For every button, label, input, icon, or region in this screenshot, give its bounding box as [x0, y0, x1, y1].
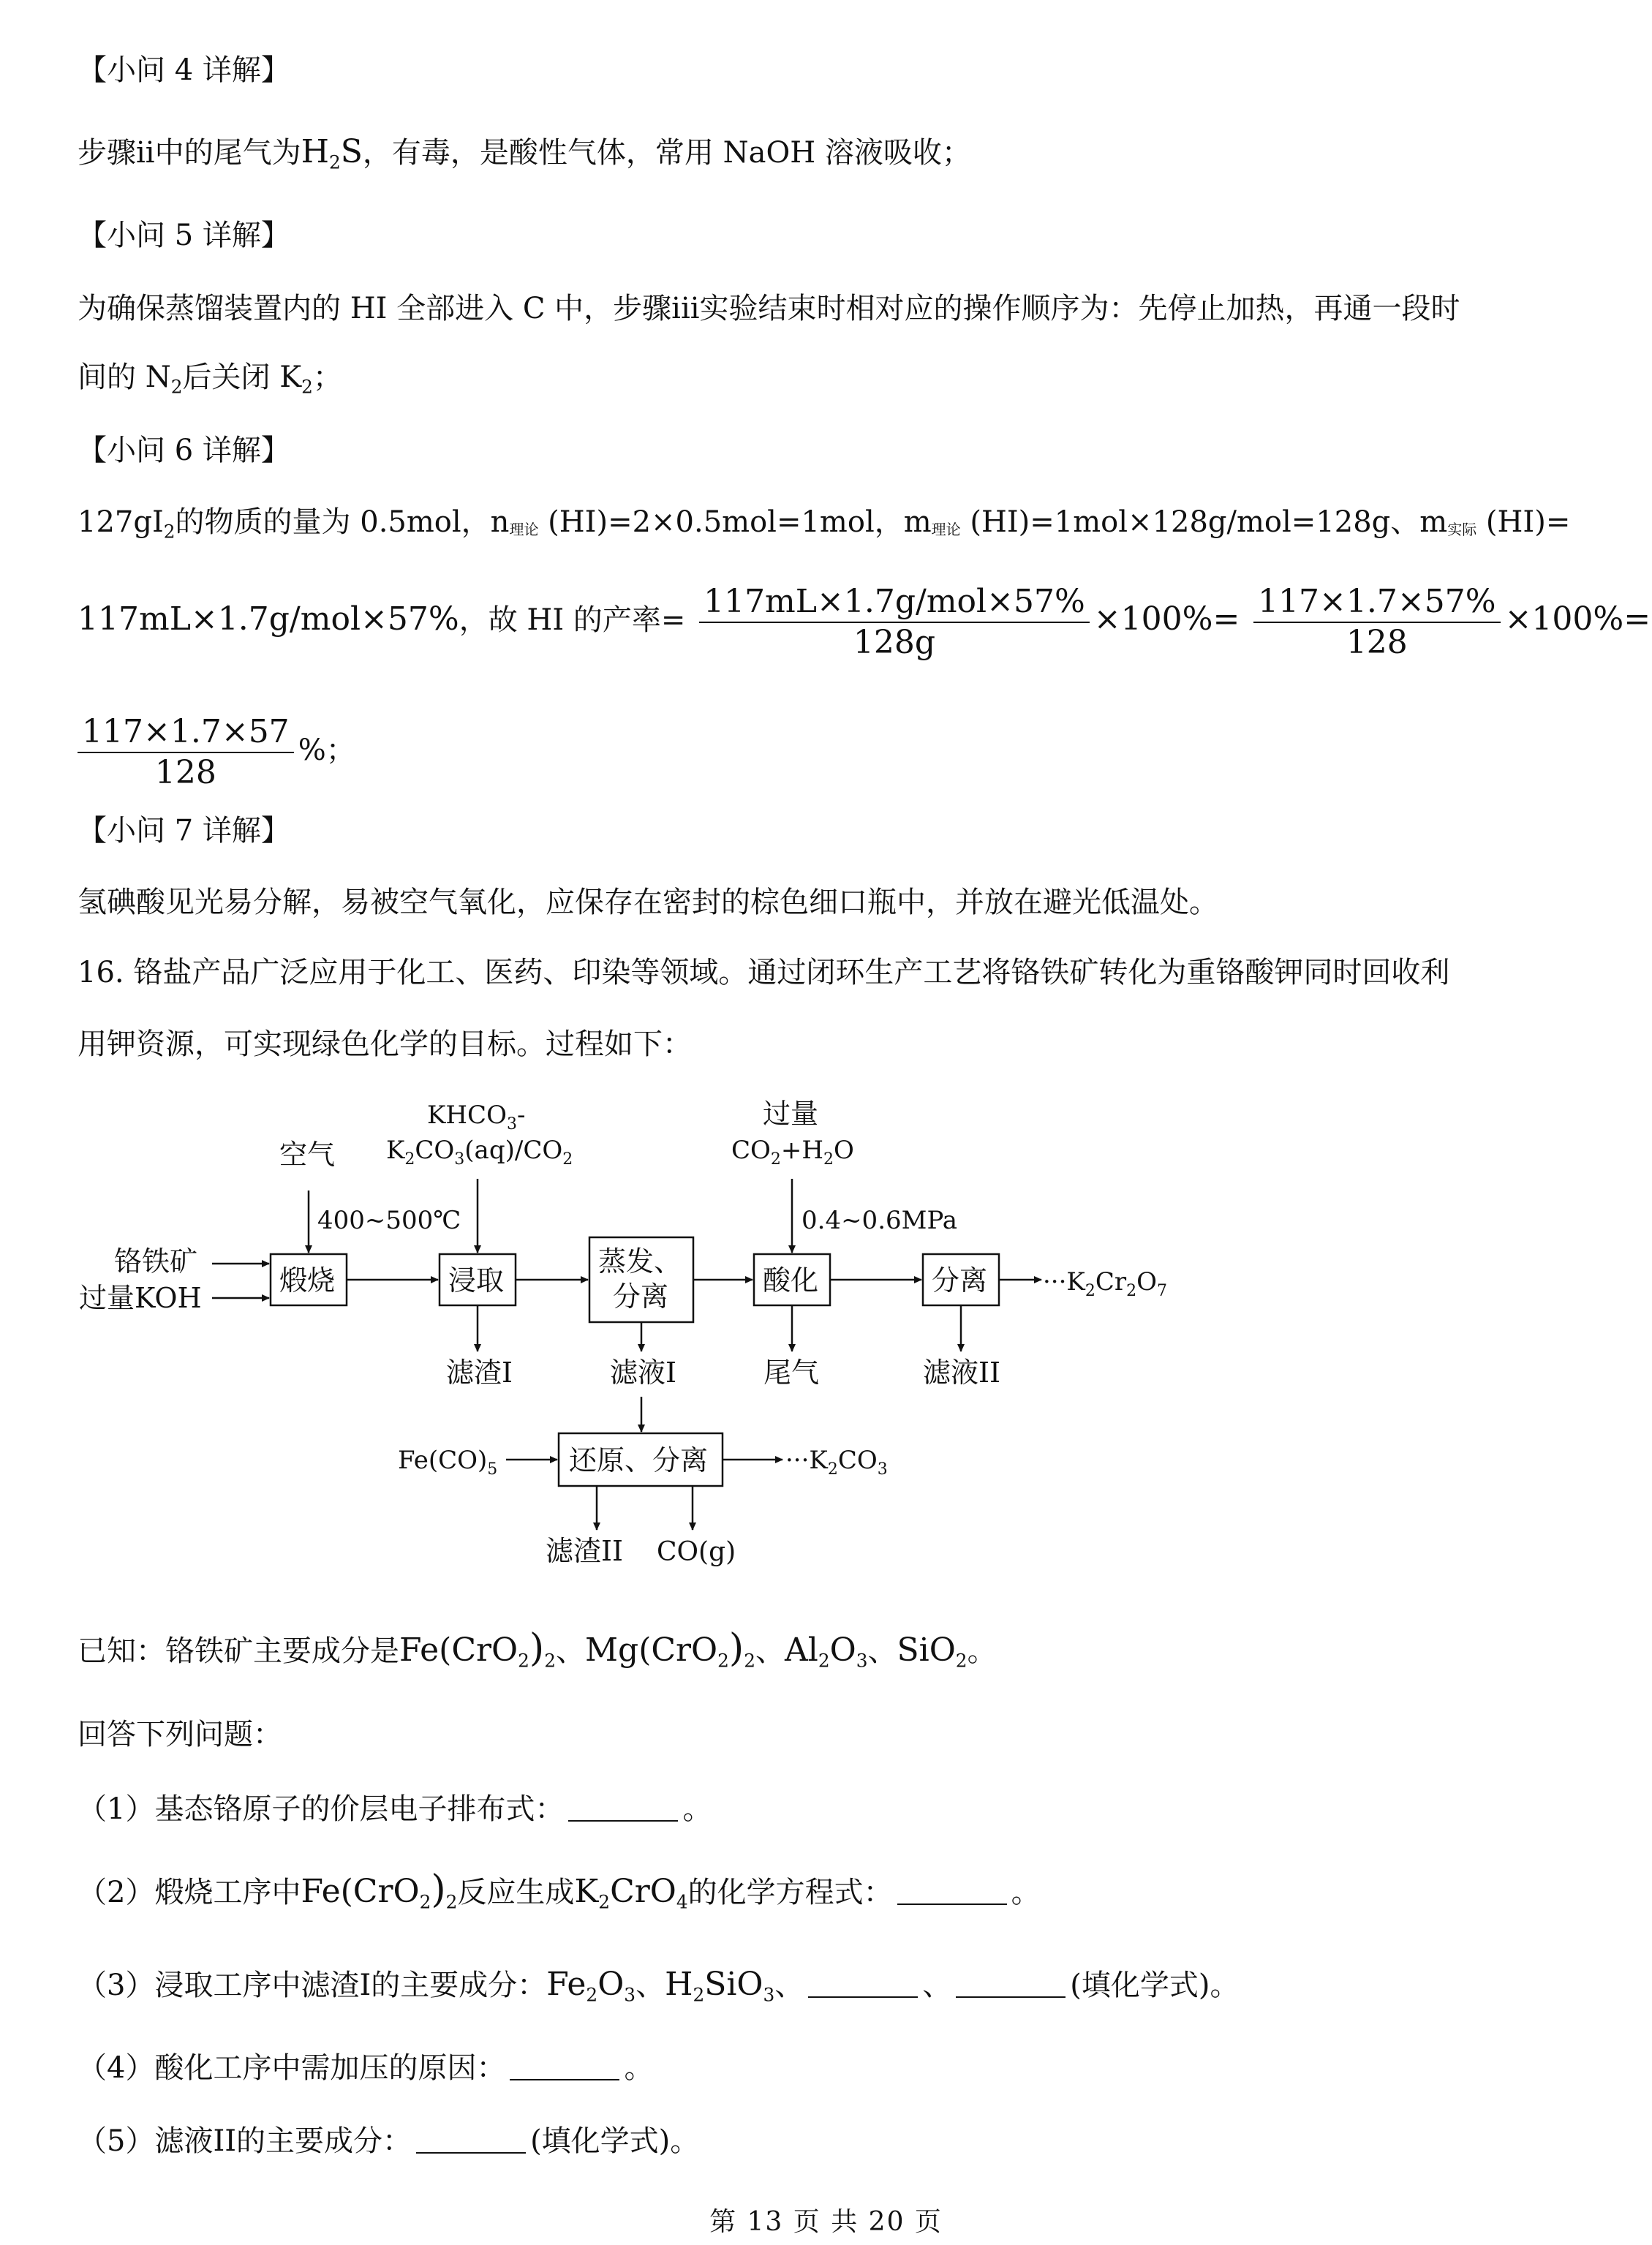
label-k2co3: $\cdot\cdot\cdot K_2CO_3$	[785, 1446, 888, 1479]
page-footer: 第 13 页 共 20 页	[709, 2207, 943, 2237]
question-2-f2-sub2: 4	[676, 1891, 688, 1913]
known-f2-sub2: 2	[744, 1650, 755, 1672]
fraction-2-den: 128	[1346, 624, 1408, 661]
question-2-c: 的化学方程式：	[687, 1876, 893, 1909]
known-f2-close: )	[728, 1626, 744, 1670]
known-sep3: 、	[867, 1634, 897, 1668]
question-3-f2-b: SiO	[704, 1966, 763, 2003]
q6-heading: 【小问 6 详解】	[78, 434, 290, 467]
label-koh: 过量KOH	[79, 1282, 202, 1314]
fraction-2	[1253, 582, 1501, 663]
label-co-gas: CO(g)	[657, 1537, 736, 1567]
label-k2cr2o7: $\cdot\cdot\cdot K_2Cr_2O_7$	[1043, 1267, 1167, 1300]
known-f3-a: Al	[784, 1631, 818, 1669]
known-f4-sub: 2	[955, 1650, 968, 1672]
formula-h2s-s: S	[340, 133, 363, 170]
known-f1: Fe(CrO	[399, 1631, 518, 1669]
q6-line1	[78, 502, 1570, 553]
known-prefix: 已知：铬铁矿主要成分是	[78, 1634, 399, 1668]
question-3-f1-sub2: 3	[624, 1984, 636, 2006]
known-f3-sub1: 2	[818, 1650, 830, 1672]
fraction-1	[699, 582, 1090, 663]
label-excess: 过量	[763, 1098, 819, 1130]
known-end: 。	[967, 1634, 997, 1668]
fraction-3-num: 117×1.7×57	[78, 712, 294, 753]
answer-blank-1[interactable]	[568, 1795, 678, 1822]
label-tail-gas: 尾气	[763, 1357, 820, 1389]
question-5-a: （5）滤液II的主要成分：	[78, 2124, 412, 2158]
formula-h2s-h: H	[301, 133, 329, 170]
label-residue2: 滤渣II	[546, 1535, 624, 1567]
question-2-f1-sub2: 2	[445, 1891, 458, 1913]
q4-text-b: ，有毒，是酸性气体，常用 NaOH 溶液吸收；	[362, 136, 971, 170]
label-feco5: $Fe(CO)_5$	[398, 1446, 498, 1479]
box-reduce-label: 还原、分离	[569, 1444, 709, 1476]
question-2-a: （2）煅烧工序中	[78, 1876, 301, 1909]
question-1-end: 。	[682, 1792, 712, 1826]
q5-line2-sub1: 2	[170, 376, 183, 398]
q7-text: 氢碘酸见光易分解，易被空气氧化，应保存在密封的棕色细口瓶中，并放在避光低温处。	[78, 886, 1218, 919]
fraction-2-num: 117×1.7×57%	[1253, 582, 1501, 623]
answer-blank-3a[interactable]	[808, 1972, 918, 1998]
formula-h2s-sub: 2	[328, 151, 341, 173]
fraction-3	[78, 712, 294, 793]
q7-heading: 【小问 7 详解】	[78, 814, 290, 848]
known-f4-a: SiO	[897, 1631, 956, 1669]
question-1-text: （1）基态铬原子的价层电子排布式：	[78, 1792, 565, 1826]
question-3-f1-a: Fe	[546, 1966, 587, 2003]
question-2-b: 反应生成	[457, 1876, 575, 1909]
q4-text	[78, 132, 971, 184]
question-2-f1: Fe(CrO	[301, 1873, 420, 1910]
known-f1-close: )	[529, 1626, 545, 1670]
q6-l3-tail: %；	[298, 733, 355, 767]
question-3-sep3: 、	[922, 1969, 952, 2002]
question-3-f2-sub1: 2	[693, 1984, 705, 2006]
q6-l1-e: (HI)=	[1476, 505, 1571, 539]
question-2-f2-sub1: 2	[598, 1891, 611, 1913]
q6-line3	[78, 706, 355, 794]
q6-l2-a: 117mL×1.7g/mol×57%	[78, 600, 459, 638]
label-k2co3-co2: $K_2CO_3(aq)/CO_2$	[386, 1136, 573, 1169]
q6-l1-c: (HI)=2×0.5mol=1mol，m	[538, 505, 932, 539]
process-flow-diagram	[0, 1082, 1652, 1594]
box-leach-label: 浸取	[448, 1264, 505, 1297]
question-3-f2-a: H	[665, 1966, 693, 2003]
q5-line2-sub2: 2	[301, 376, 313, 398]
box-sep-label: 分离	[932, 1264, 988, 1297]
label-pressure: 0.4~0.6MPa	[802, 1206, 958, 1235]
question-2-f1-sub: 2	[419, 1891, 431, 1913]
answer-blank-4[interactable]	[510, 2054, 619, 2080]
label-co2-h2o: $CO_2+H_2O$	[731, 1136, 854, 1169]
known-f3-b: O	[829, 1631, 856, 1669]
q6-l1-actual: 实际	[1447, 521, 1477, 538]
question-3-f1-b: O	[597, 1966, 625, 2003]
known-sep1: 、	[555, 1634, 585, 1668]
q16-known	[78, 1628, 997, 1682]
box-evap-label1: 蒸发、	[598, 1245, 682, 1278]
question-2-f2-a: K	[574, 1873, 599, 1910]
q4-text-a: 步骤ii中的尾气为	[78, 136, 301, 170]
question-5	[78, 2121, 699, 2162]
question-2	[78, 1869, 1041, 1923]
label-filtrate2: 滤液II	[923, 1357, 1001, 1389]
question-4-a: （4）酸化工序中需加压的原因：	[78, 2051, 506, 2085]
answer-blank-3b[interactable]	[956, 1972, 1065, 1998]
question-5-end: (填化学式)。	[530, 2124, 700, 2158]
q16-line2: 用钾资源，可实现绿色化学的目标。过程如下：	[78, 1027, 692, 1061]
known-f3-sub2: 3	[856, 1650, 868, 1672]
label-air: 空气	[279, 1139, 336, 1171]
question-4-end: 。	[624, 2051, 654, 2085]
fraction-1-den: 128g	[853, 624, 936, 661]
q5-line2	[78, 357, 342, 408]
box-acid-label: 酸化	[763, 1264, 819, 1297]
question-3-end: (填化学式)。	[1070, 1969, 1240, 2002]
q6-l1-theory2: 理论	[931, 521, 961, 538]
q6-line2	[78, 582, 1651, 663]
equals-b: =	[1623, 600, 1651, 638]
label-filtrate1: 滤液I	[610, 1357, 677, 1389]
known-f2-sub: 2	[717, 1650, 729, 1672]
q6-l1-d: (HI)=1mol×128g/mol=128g、m	[960, 505, 1448, 539]
times-100-b: ×100%	[1504, 600, 1624, 638]
question-3-f2-sub2: 3	[763, 1984, 775, 2006]
answer-prompt: 回答下列问题：	[78, 1718, 282, 1751]
q5-line2-c: ；	[312, 361, 342, 394]
q5-heading: 【小问 5 详解】	[78, 219, 290, 252]
q5-line1: 为确保蒸馏装置内的 HI 全部进入 C 中，步骤iii实验结束时相对应的操作顺序为：先停止加热，再通一段时	[78, 292, 1460, 325]
question-3-a: （3）浸取工序中滤渣I的主要成分：	[78, 1969, 547, 2002]
question-3	[78, 1964, 1240, 2016]
known-sep2: 、	[755, 1634, 785, 1668]
label-khco3: $KHCO_3-$	[427, 1101, 526, 1133]
q6-l1-a: 127gI	[78, 505, 164, 539]
q6-l1-sub: 2	[163, 521, 176, 543]
question-2-f2-b: CrO	[610, 1873, 676, 1910]
answer-blank-5[interactable]	[416, 2127, 526, 2154]
box-evap-label2: 分离	[613, 1280, 669, 1313]
q4-heading: 【小问 4 详解】	[78, 53, 290, 87]
q6-l1-theory: 理论	[509, 521, 539, 538]
question-2-f1-close: )	[431, 1868, 446, 1912]
known-f2: Mg(CrO	[584, 1631, 718, 1669]
question-3-sep2: 、	[774, 1969, 804, 2002]
q5-line2-a: 间的 N	[78, 361, 171, 394]
box-calcine-label: 煅烧	[279, 1264, 336, 1297]
q16-line1: 16. 铬盐产品广泛应用于化工、医药、印染等领域。通过闭环生产工艺将铬铁矿转化为重铬酸钾同时回收利	[78, 956, 1450, 989]
question-1	[78, 1789, 712, 1830]
known-f1-sub2: 2	[544, 1650, 556, 1672]
known-f1-sub: 2	[518, 1650, 529, 1672]
times-100-a: ×100%	[1093, 600, 1213, 638]
question-3-sep: 、	[635, 1969, 665, 2002]
question-2-end: 。	[1011, 1876, 1041, 1909]
answer-blank-2[interactable]	[897, 1879, 1007, 1905]
fraction-3-den: 128	[154, 754, 216, 791]
label-temperature: 400~500℃	[317, 1206, 461, 1235]
equals-a: =	[1212, 600, 1240, 638]
label-chromite: 铬铁矿	[114, 1245, 198, 1278]
question-4	[78, 2048, 653, 2089]
question-3-f1-sub1: 2	[586, 1984, 598, 2006]
q6-l1-b: 的物质的量为 0.5mol，n	[175, 505, 510, 539]
q6-l2-b: ，故 HI 的产率=	[459, 603, 686, 637]
fraction-1-num: 117mL×1.7g/mol×57%	[699, 582, 1090, 623]
label-residue1: 滤渣I	[446, 1357, 513, 1389]
q5-line2-b: 后关闭 K	[182, 361, 302, 394]
